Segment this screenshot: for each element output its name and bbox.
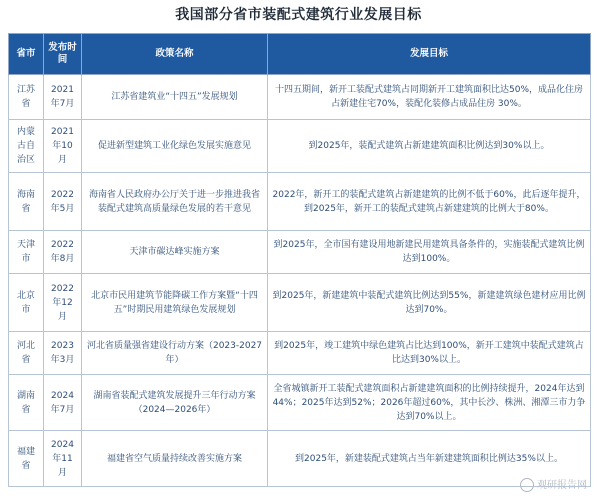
cell-province: 河北省 (9, 332, 44, 375)
cell-date: 2021年10月 (44, 120, 82, 173)
cell-goal: 到2025年，新建建筑中装配式建筑比例达到55%，新建建筑绿色建材应用比例达到70%。 (268, 274, 591, 332)
table-row (9, 375, 591, 431)
cell-goal: 到2025年，竣工建筑中绿色建筑占比达到100%，新开工建筑中装配式建筑占比达到30%以上。 (268, 332, 591, 375)
cell-goal: 到2025年，装配式建筑占新建建筑面积比例达到30%以上。 (268, 120, 591, 173)
cell-province: 湖南省 (9, 375, 44, 431)
table-row (9, 173, 591, 231)
cell-policy: 海南省人民政府办公厅关于进一步推进我省装配式建筑高质量绿色发展的若干意见 (82, 173, 268, 231)
table-row (9, 231, 591, 274)
cell-policy: 福建省空气质量持续改善实施方案 (82, 431, 268, 487)
cell-goal: 十四五期间，新开工装配式建筑占同期新开工建筑面积比达50%，成品化住房占新建住宅70%，装配化装修占成品住房 30%。 (268, 75, 591, 120)
header-goal: 发展目标 (268, 34, 591, 75)
cell-goal: 全省城镇新开工装配式建筑面积占新建建筑面积的比例持续提升，2024年达到44%；2025年达到52%；2026年超过60%，其中长沙、株洲、湘潭三市力争达到70%以上。 (268, 375, 591, 431)
table-row (9, 75, 591, 120)
table-header-row (9, 34, 591, 75)
cell-goal: 到2025年，新建装配式建筑占当年新建建筑面积比例达35%以上。 (268, 431, 591, 487)
table-row (9, 332, 591, 375)
watermark-logo-icon (520, 478, 534, 492)
cell-policy: 天津市碳达峰实施方案 (82, 231, 268, 274)
header-date: 发布时间 (44, 34, 82, 75)
cell-date: 2024年11月 (44, 431, 82, 487)
page-title: 我国部分省市装配式建筑行业发展目标 (175, 7, 422, 23)
table-row (9, 274, 591, 332)
table-row (9, 431, 591, 487)
cell-province: 海南省 (9, 173, 44, 231)
watermark (520, 476, 587, 492)
table-row (9, 120, 591, 173)
policy-goals-table (8, 33, 591, 487)
cell-date: 2022年5月 (44, 173, 82, 231)
cell-policy: 北京市民用建筑节能降碳工作方案暨“十四五”时期民用建筑绿色发展规划 (82, 274, 268, 332)
cell-date: 2022年12月 (44, 274, 82, 332)
cell-date: 2021年7月 (44, 75, 82, 120)
cell-province: 天津市 (9, 231, 44, 274)
watermark-text: 观研报告网 (537, 480, 587, 491)
header-policy: 政策名称 (82, 34, 268, 75)
cell-date: 2023年3月 (44, 332, 82, 375)
cell-province: 江苏省 (9, 75, 44, 120)
cell-province: 内蒙古自治区 (9, 120, 44, 173)
cell-goal: 到2025年，全市国有建设用地新建民用建筑具备条件的，实施装配式建筑比例达到100%。 (268, 231, 591, 274)
cell-policy: 湖南省装配式建筑发展提升三年行动方案（2024—2026年） (82, 375, 268, 431)
cell-province: 福建省 (9, 431, 44, 487)
cell-goal: 2022年，新开工的装配式建筑占新建建筑的比例不低于60%，此后逐年提升，到2025年，新开工的装配式建筑占新建建筑的比例大于80%。 (268, 173, 591, 231)
cell-province: 北京市 (9, 274, 44, 332)
header-province: 省市 (9, 34, 44, 75)
cell-date: 2024年7月 (44, 375, 82, 431)
cell-date: 2022年8月 (44, 231, 82, 274)
cell-policy: 促进新型建筑工业化绿色发展实施意见 (82, 120, 268, 173)
cell-policy: 河北省质量强省建设行动方案（2023-2027年） (82, 332, 268, 375)
cell-policy: 江苏省建筑业“十四五”发展规划 (82, 75, 268, 120)
